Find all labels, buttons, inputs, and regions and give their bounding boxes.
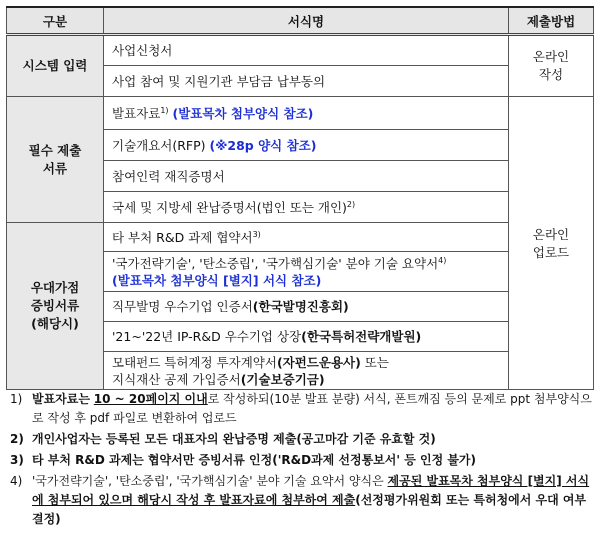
item-presentation: 발표자료$^{1)}$ (발표목차 첨부양식 참조) (104, 97, 509, 130)
category-system-input: 시스템 입력 (7, 35, 104, 97)
method-online-upload: 온라인 업로드 (509, 97, 594, 390)
table-row (7, 35, 594, 66)
item-application-form: 사업신청서 (104, 35, 509, 66)
item-fund-contract: 모태펀드 특허계정 투자계약서(자펀드운용사) 또는 지식재산 공제 가입증서(기술보증기금) (104, 352, 509, 390)
category-required-docs: 필수 제출 서류 (7, 97, 104, 223)
item-invention-certificate: 직무발명 우수기업 인증서(한국발명진흥회) (104, 292, 509, 322)
header-form-name: 서식명 (104, 7, 509, 35)
item-employment-certificate: 참여인력 재직증명서 (104, 161, 509, 192)
item-tax-certificate: 국세 및 지방세 완납증명서(법인 또는 개인)$^{2)}$ (104, 192, 509, 223)
footnote-2: 2) 개인사업자는 등록된 모든 대표자의 완납증명 제출(공고마감 기준 유효할 것) (10, 432, 436, 446)
footnote-4: 4) '국가전략기술', '탄소중립', '국가핵심기술' 분야 기술 요약서 양식은 제공된 발표목차 첨부양식 [별지] 서식에 첨부되어 있으며 해당시 작성 후 발표자료에 첨부하여 제출(선정평가위원회 또는 특허청에서 우대 여부 결정) (10, 474, 590, 526)
item-ip-rnd-award: '21~'22년 IP-R&D 우수기업 상장(한국특허전략개발원) (104, 322, 509, 352)
table-row (7, 223, 594, 252)
required-documents-table (6, 6, 594, 390)
footnote-3: 3) 타 부처 R&D 과제는 협약서만 증빙서류 인정('R&D과제 선정통보서' 등 인정 불가) (10, 453, 477, 467)
item-consent-form: 사업 참여 및 지원기관 부담금 납부동의 (104, 66, 509, 97)
table-header-row (7, 7, 594, 35)
footnote-1: 1) 발표자료는 10 ~ 20페이지 이내로 작성하되(10분 발표 분량) 서식, 폰트깨짐 등의 문제로 ppt 첨부양식으로 작성 후 pdf 파일로 변환하여 업로드 (10, 392, 592, 425)
table-row (7, 97, 594, 130)
footnotes (10, 390, 595, 531)
item-tech-overview: 기술개요서(RFP) (※28p 양식 참조) (104, 130, 509, 161)
item-other-ministry-rnd: 타 부처 R&D 과제 협약서$^{3)}$ (104, 223, 509, 252)
header-submission-method: 제출방법 (509, 7, 594, 35)
item-strategic-tech-summary: '국가전략기술', '탄소중립', '국가핵심기술' 분야 기술 요약서$^{4)}$ (발표목차 첨부양식 [별지] 서식 참조) (104, 252, 509, 292)
method-online-write: 온라인 작성 (509, 35, 594, 97)
header-category: 구분 (7, 7, 104, 35)
category-preferential-docs: 우대가점 증빙서류 (해당시) (7, 223, 104, 390)
